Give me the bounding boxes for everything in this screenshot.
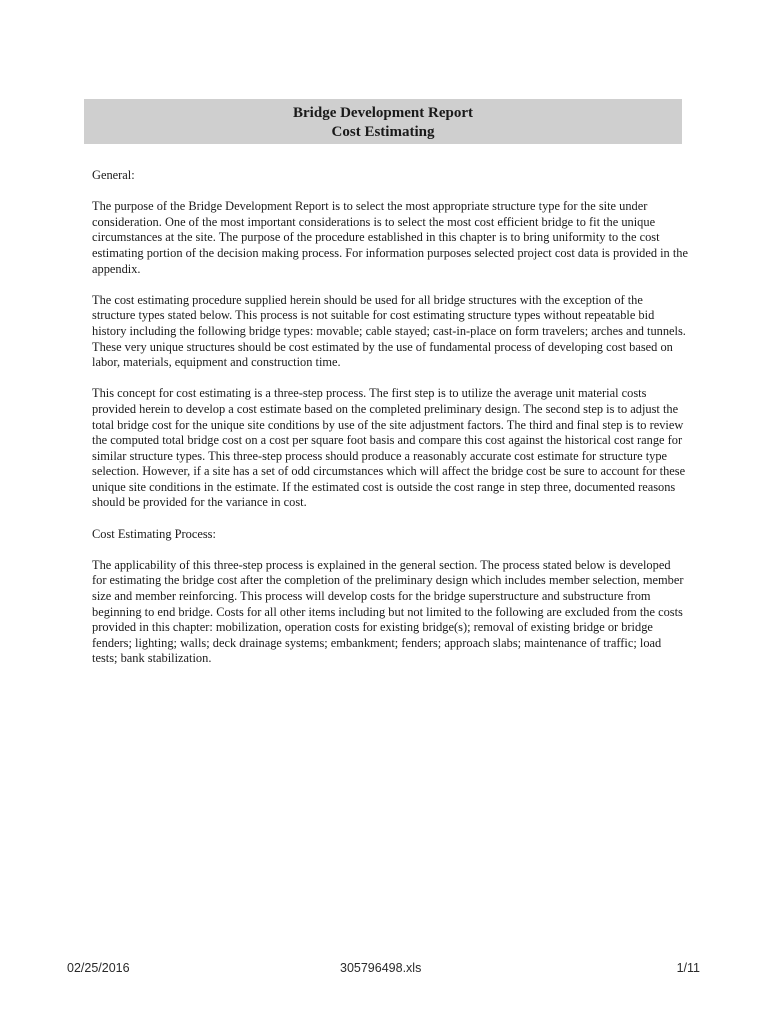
report-title: Bridge Development Report [293,105,473,121]
paragraph-three-step-concept: This concept for cost estimating is a three-step process. The first step is to utilize the average unit material costs provided herein to develop a cost estimate based on the completed preliminary design. The second step is to adjust the total bridge cost for the unique site conditions by use of the site adjustment factors. The third and final step is to review the computed total bridge cost on a cost per square foot basis and compare this cost against the historical cost range for similar structure types. This three-step process should produce a reasonably accurate cost estimate for structure type selection. However, if a site has a set of odd circumstances which will affect the bridge cost be sure to account for these unique site conditions in the estimate. If the estimated cost is outside the cost range in step three, documented reasons should be provided for the variance in cost. [92,386,686,510]
paragraph-purpose: The purpose of the Bridge Development Report is to select the most appropriate structure type for the site under consideration. One of the most important considerations is to select the most cost efficient bridge to fit the unique circumstances at the site. The purpose of the procedure established in this chapter is to bring uniformity to the cost estimating portion of the decision making process. For information purposes selected project cost data is provided in the appendix. [92,199,688,276]
report-title-banner [84,99,682,144]
general-heading: General: [92,168,135,182]
paragraph-applicability: The applicability of this three-step process is explained in the general section. The process stated below is developed for estimating the bridge cost after the completion of the preliminary design which includes member selection, member size and member reinforcing. This process will develop costs for the bridge superstructure and substructure from beginning to end bridge. Costs for all other items including but not limited to the following are excluded from the costs provided in this chapter: mobilization, operation costs for existing bridge(s); removal of existing bridge or bridge fenders; lighting; walls; deck drainage systems; embankment; fenders; approach slabs; maintenance of traffic; load tests; bank stabilization. [92,557,684,666]
footer-filename: 305796498.xls [340,961,422,975]
report-subtitle: Cost Estimating [331,124,435,140]
footer-date: 02/25/2016 [67,961,130,975]
footer-page-number: 1/11 [676,961,700,975]
paragraph-procedure-scope: The cost estimating procedure supplied herein should be used for all bridge structures with the exception of the structure types stated below. This process is not suitable for cost estimating structure types without repeatable bid history including the following bridge types: movable; cable stayed; cast-in-place on form travelers; arches and tunnels. These very unique structures should be cost estimated by the use of fundamental process of developing cost based on labor, materials, equipment and construction time. [92,292,686,370]
process-heading: Cost Estimating Process: [92,526,216,541]
report-body [92,168,688,683]
